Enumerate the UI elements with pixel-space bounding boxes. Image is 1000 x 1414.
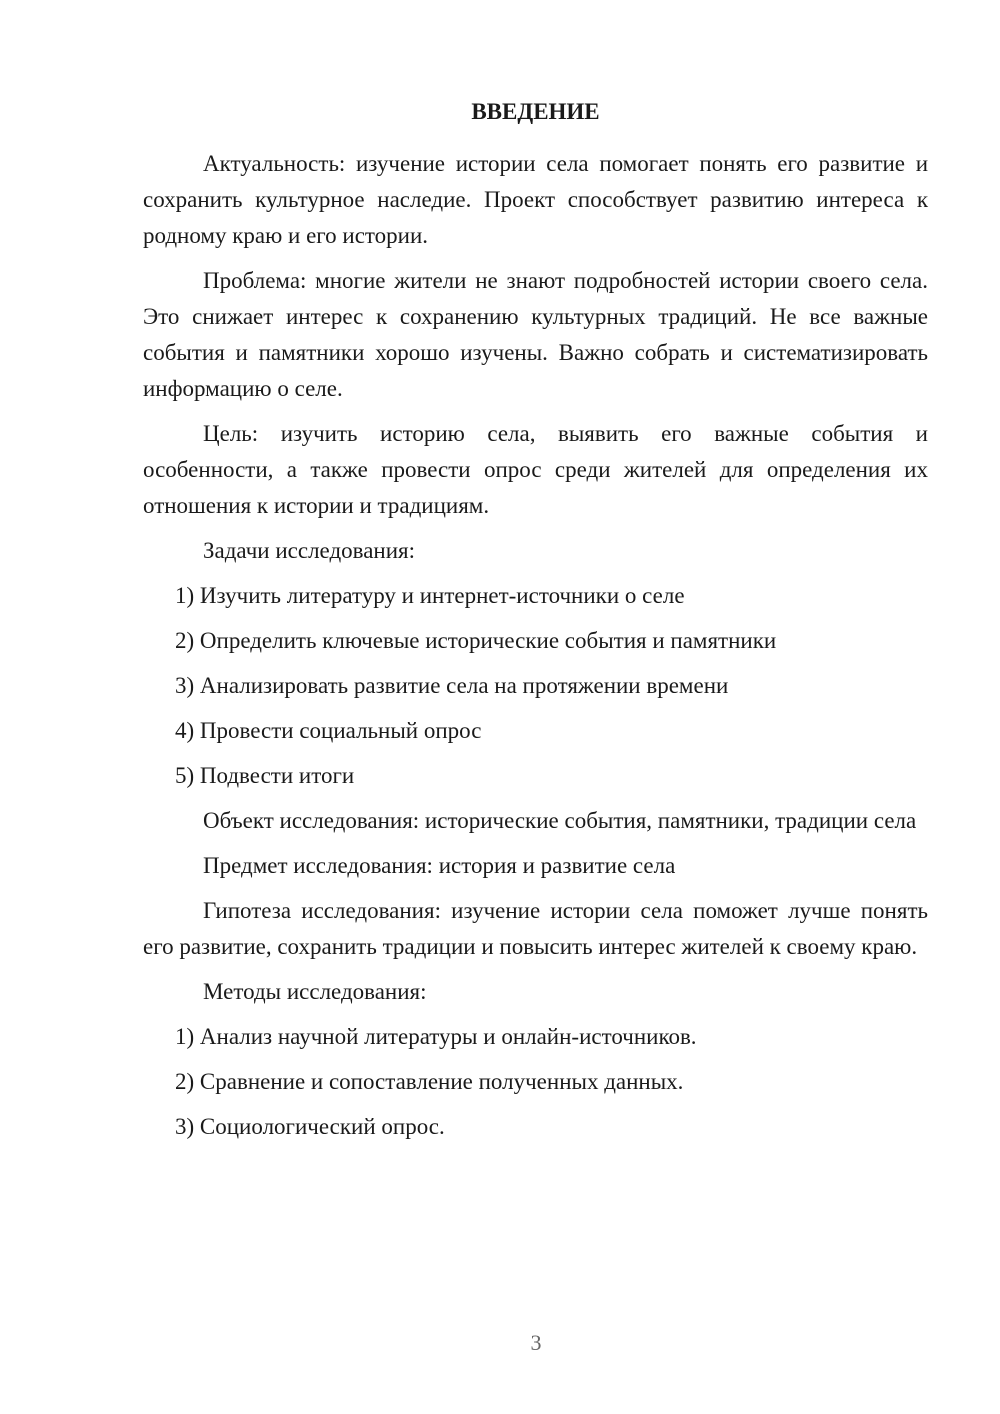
method-item: 2) Сравнение и сопоставление полученных данных. (175, 1069, 684, 1094)
tasks-heading: Задачи исследования: (203, 538, 416, 563)
relevance-paragraph: Актуальность: изучение истории села помогает понять его развитие и сохранить культурное наследие. Проект способствует развитию интереса к родному краю и его истории. (143, 151, 928, 248)
goal-paragraph: Цель: изучить историю села, выявить его важные события и особенности, а также провести опрос среди жителей для определения их отношения к истории и традициям. (143, 421, 928, 518)
subject-paragraph: Предмет исследования: история и развитие села (203, 853, 676, 878)
page-content (143, 94, 928, 1154)
task-item: 5) Подвести итоги (175, 763, 355, 788)
method-item: 1) Анализ научной литературы и онлайн-источников. (175, 1024, 697, 1049)
problem-paragraph: Проблема: многие жители не знают подробностей истории своего села. Это снижает интерес к сохранению культурных традиций. Не все важные события и памятники хорошо изучены. Важно собрать и систематизировать информацию о селе. (143, 268, 928, 401)
page-number: 3 (530, 1330, 542, 1355)
section-title: ВВЕДЕНИЕ (471, 99, 600, 124)
object-paragraph: Объект исследования: исторические события, памятники, традиции села (203, 808, 917, 833)
method-item: 3) Социологический опрос. (175, 1114, 445, 1139)
task-item: 3) Анализировать развитие села на протяжении времени (175, 673, 729, 698)
task-item: 1) Изучить литературу и интернет-источники о селе (175, 583, 685, 608)
task-item: 4) Провести социальный опрос (175, 718, 482, 743)
task-item: 2) Определить ключевые исторические события и памятники (175, 628, 777, 653)
methods-heading: Методы исследования: (203, 979, 427, 1004)
hypothesis-paragraph: Гипотеза исследования: изучение истории села поможет лучше понять его развитие, сохранить традиции и повысить интерес жителей к своему краю. (143, 898, 928, 959)
